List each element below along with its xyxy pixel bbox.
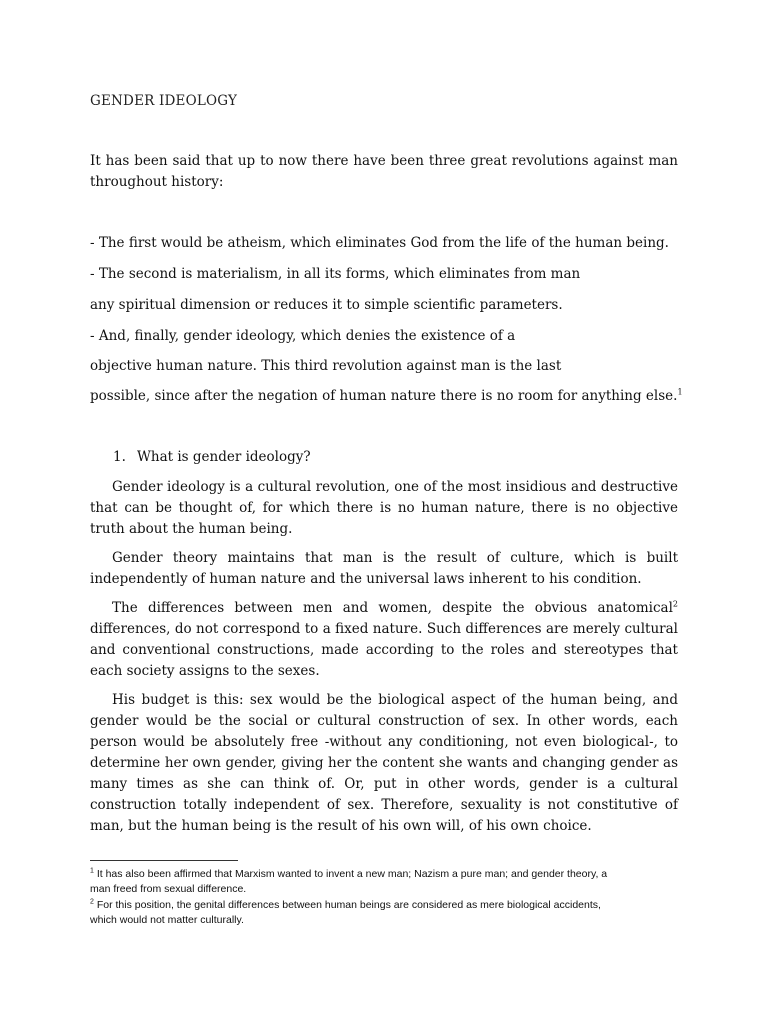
body-paragraph-2: Gender theory maintains that man is the result of culture, which is built independently of human nature and the universal laws inherent to his condition. <box>90 550 678 587</box>
list-line-gender-ideology: - And, finally, gender ideology, which denies the existence of a <box>90 328 516 344</box>
body-paragraph-1: Gender ideology is a cultural revolution, one of the most insidious and destructive that can be thought of, for which there is no human nature, there is no objective truth about the human being. <box>90 479 678 537</box>
list-line-materialism-cont: any spiritual dimension or reduces it to simple scientific parameters. <box>90 297 563 313</box>
footnote-separator <box>90 860 238 861</box>
footnote-1-line-1 <box>90 867 680 882</box>
footnote-2-line-2: which would not matter culturally. <box>90 914 244 926</box>
footnote-2-text: For this position, the genital differences between human beings are considered as mere biological accidents, <box>93 899 601 911</box>
footnote-2-mark: 2 <box>90 898 94 906</box>
list-line-gender-ideology-cont: objective human nature. This third revolution against man is the last <box>90 358 562 374</box>
footnote-1-line-2: man freed from sexual difference. <box>90 883 247 895</box>
footnote-ref-2[interactable]: 2 <box>672 599 678 609</box>
section-number: 1. <box>113 449 126 465</box>
body-paragraph-3 <box>90 598 678 682</box>
intro-paragraph: It has been said that up to now there have been three great revolutions against man throughout history: <box>90 153 678 190</box>
footnote-1-mark: 1 <box>90 867 94 875</box>
footnote-1-text: It has also been affirmed that Marxism wanted to invent a new man; Nazism a pure man; and gender theory, a <box>93 868 608 880</box>
body-paragraph-3-start: The differences between men and women, despite the obvious anatomical <box>112 600 673 616</box>
footnote-2-line-1 <box>90 898 680 913</box>
footnote-2 <box>90 898 680 928</box>
body-paragraph-3-end: differences, do not correspond to a fixed nature. Such differences are merely cultural and conventional constructions, made according to the roles and stereotypes that each society assigns to the sexes. <box>90 621 678 679</box>
list-line-atheism: - The first would be atheism, which eliminates God from the life of the human being. <box>90 235 669 251</box>
document-title: GENDER IDEOLOGY <box>90 93 238 109</box>
section-heading-text: What is gender ideology? <box>137 449 311 465</box>
footnote-1 <box>90 867 680 897</box>
section-body <box>90 477 678 845</box>
list-line-last-revolution-text: possible, since after the negation of human nature there is no room for anything else. <box>90 388 678 404</box>
list-line-last-revolution <box>90 386 690 407</box>
section-heading <box>113 447 311 468</box>
list-line-materialism: - The second is materialism, in all its forms, which eliminates from man <box>90 266 581 282</box>
body-paragraph-4: His budget is this: sex would be the biological aspect of the human being, and gender would be the social or cultural construction of sex. In other words, each person would be absolutely free -without any conditioning, not even biological-, to determine her own gender, giving her the content she wants and changing gender as many times as she can think of. Or, put in other words, gender is a cultural construction totally independent of sex. Therefore, sexuality is not constitutive of man, but the human being is the result of his own will, of his own choice. <box>90 692 678 834</box>
footnote-ref-1[interactable]: 1 <box>677 387 683 397</box>
